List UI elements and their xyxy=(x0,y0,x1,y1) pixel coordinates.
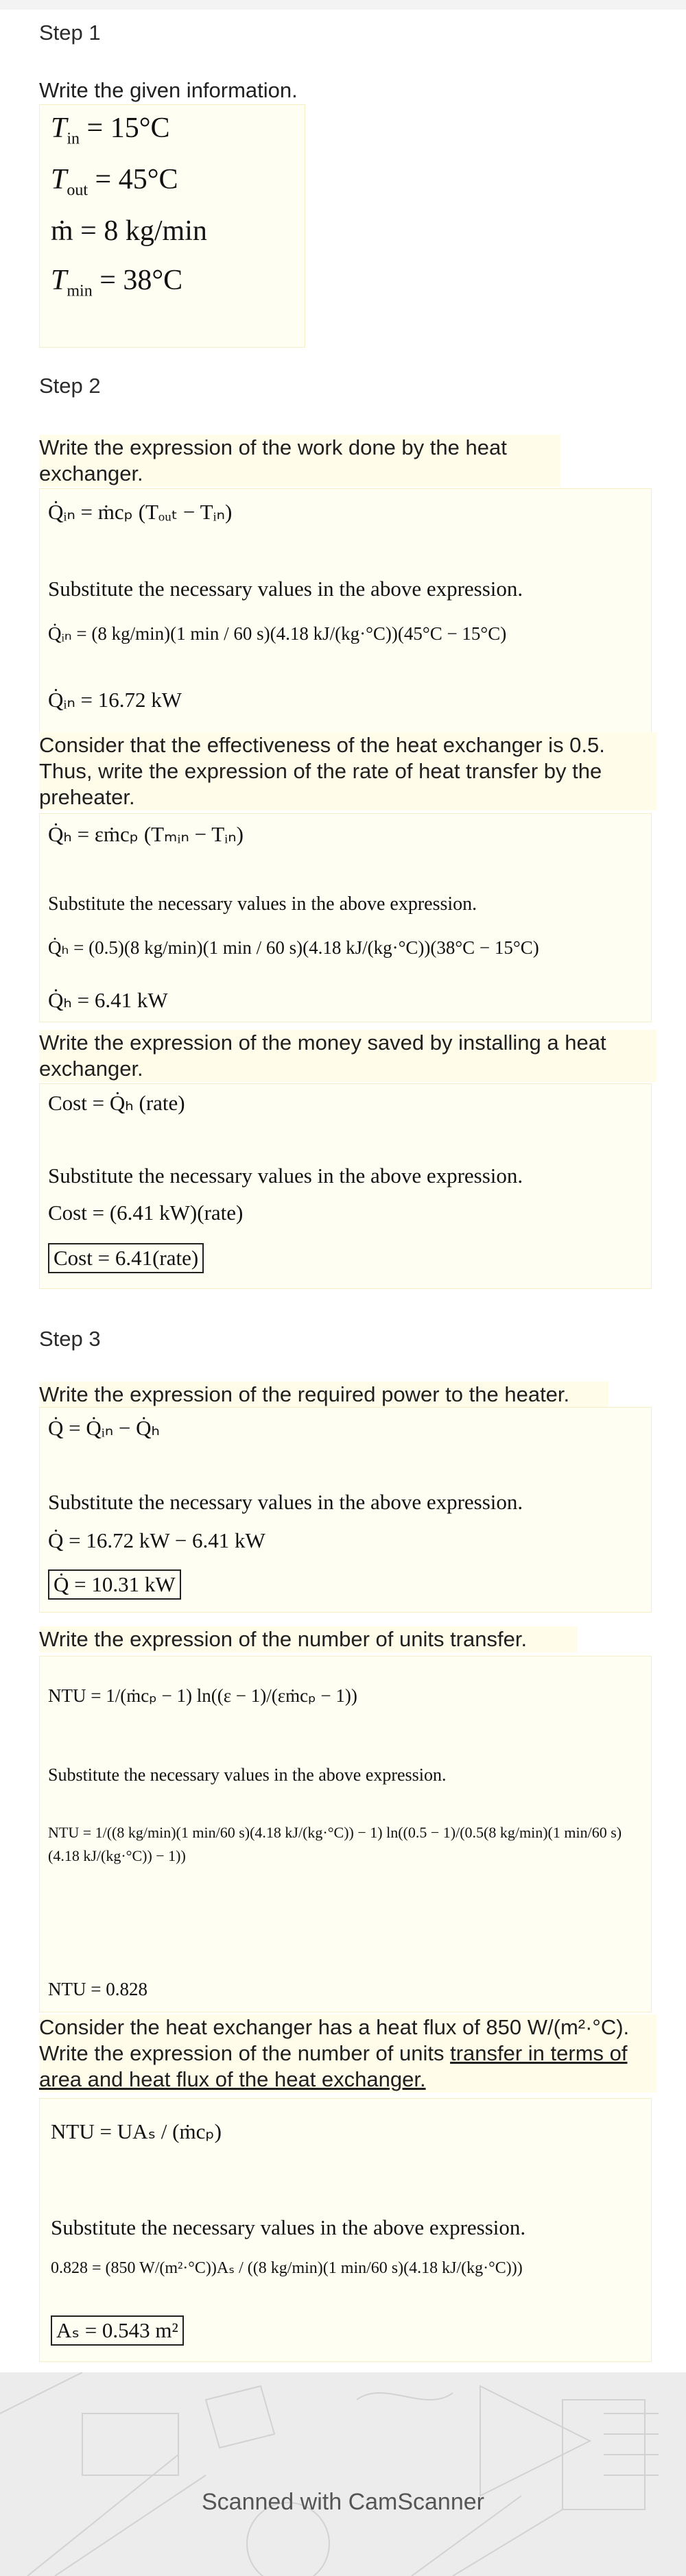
eq-ntu-area-def: NTU = UAₛ / (ṁcₚ) xyxy=(51,2119,222,2143)
step1-title: Step 1 xyxy=(39,21,101,45)
step3-title: Step 3 xyxy=(39,1327,101,1351)
eq-q-result: Q̇ = 10.31 kW xyxy=(48,1569,181,1600)
eq-ntu-subst: NTU = 1/((8 kg/min)(1 min/60 s)(4.18 kJ/(kg·°C)) − 1) ln((0.5 − 1)/(0.5(8 kg/min)(1 min/60 s)(4.18 kJ/(kg·°C)) − 1)) xyxy=(48,1824,622,1864)
step3-substitute-2: Substitute the necessary values in the above expression. xyxy=(48,1765,447,1785)
step2-p1: Write the expression of the work done by the heat exchanger. xyxy=(39,435,560,487)
eq-tin: $T_{in} = 15^\circ C$ xyxy=(51,112,170,148)
step2-p3: Write the expression of the money saved by installing a heat exchanger. xyxy=(39,1030,657,1082)
eq-qin-def: Q̇ᵢₙ = ṁcₚ (Tₒᵤₜ − Tᵢₙ) xyxy=(48,500,233,524)
decorative-pattern-icon xyxy=(0,2372,686,2576)
eq-qh-result: Q̇ₕ = 6.41 kW xyxy=(48,988,168,1012)
eq-cost-subst: Cost = (6.41 kW)(rate) xyxy=(48,1201,244,1225)
eq-qin-result: Q̇ᵢₙ = 16.72 kW xyxy=(48,688,182,712)
step3-substitute-1: Substitute the necessary values in the above expression. xyxy=(48,1490,523,1514)
camscanner-footer xyxy=(0,2372,686,2576)
eq-qh-def: Q̇ₕ = εṁcₚ (Tₘᵢₙ − Tᵢₙ) xyxy=(48,822,244,846)
step3-p1: Write the expression of the required power to the heater. xyxy=(39,1382,608,1408)
eq-area-result: Aₛ = 0.543 m² xyxy=(51,2315,184,2346)
eq-cost-def: Cost = Q̇ₕ (rate) xyxy=(48,1091,185,1115)
eq-mass-flow: ṁ = 8 kg/min xyxy=(51,215,207,247)
step2-substitute-2: Substitute the necessary values in the above expression. xyxy=(48,893,477,915)
eq-q-subst: Q̇ = 16.72 kW − 6.41 kW xyxy=(48,1528,265,1552)
top-rule xyxy=(0,0,686,10)
step1-intro: Write the given information. xyxy=(39,78,298,102)
step3-box2 xyxy=(39,1656,652,2012)
eq-area-subst: 0.828 = (850 W/(m²·°C))Aₛ / ((8 kg/min)(1 min/60 s)(4.18 kJ/(kg·°C))) xyxy=(51,2259,523,2277)
step2-box2 xyxy=(39,813,652,1022)
eq-qh-subst: Q̇ₕ = (0.5)(8 kg/min)(1 min / 60 s)(4.18 kJ/(kg·°C))(38°C − 15°C) xyxy=(48,937,539,958)
step2-substitute-3: Substitute the necessary values in the above expression. xyxy=(48,1164,523,1188)
eq-qin-subst: Q̇ᵢₙ = (8 kg/min)(1 min / 60 s)(4.18 kJ/(kg·°C))(45°C − 15°C) xyxy=(48,623,507,644)
eq-ntu-result: NTU = 0.828 xyxy=(48,1979,147,1999)
step3-p3: Consider the heat exchanger has a heat flux of 850 W/(m²·°C). Write the expression of the number of units transfer in terms of area and heat flux of the heat exchanger. xyxy=(39,2014,657,2093)
step3-substitute-3: Substitute the necessary values in the above expression. xyxy=(51,2215,526,2239)
step2-box3 xyxy=(39,1083,652,1289)
eq-tout: $T_{out} = 45^\circ C$ xyxy=(51,164,178,200)
eq-tmin: $T_{min} = 38^\circ C$ xyxy=(51,265,183,300)
eq-q-def: Q̇ = Q̇ᵢₙ − Q̇ₕ xyxy=(48,1416,161,1440)
step2-title: Step 2 xyxy=(39,374,101,398)
eq-ntu-def: NTU = 1/(ṁcₚ − 1) ln((ε − 1)/(εṁcₚ − 1)) xyxy=(48,1685,357,1706)
step2-substitute-1: Substitute the necessary values in the above expression. xyxy=(48,577,523,601)
step2-p2: Consider that the effectiveness of the heat exchanger is 0.5. Thus, write the expression of the rate of heat transfer by the preheater. xyxy=(39,732,657,810)
step3-box3 xyxy=(39,2098,652,2362)
step3-box1 xyxy=(39,1407,652,1613)
eq-cost-result: Cost = 6.41(rate) xyxy=(48,1243,204,1273)
step3-p2: Write the expression of the number of units transfer. xyxy=(39,1626,578,1652)
given-info-box xyxy=(39,104,305,348)
step2-box1 xyxy=(39,488,652,734)
scanned-with-camscanner: Scanned with CamScanner xyxy=(201,2489,484,2515)
